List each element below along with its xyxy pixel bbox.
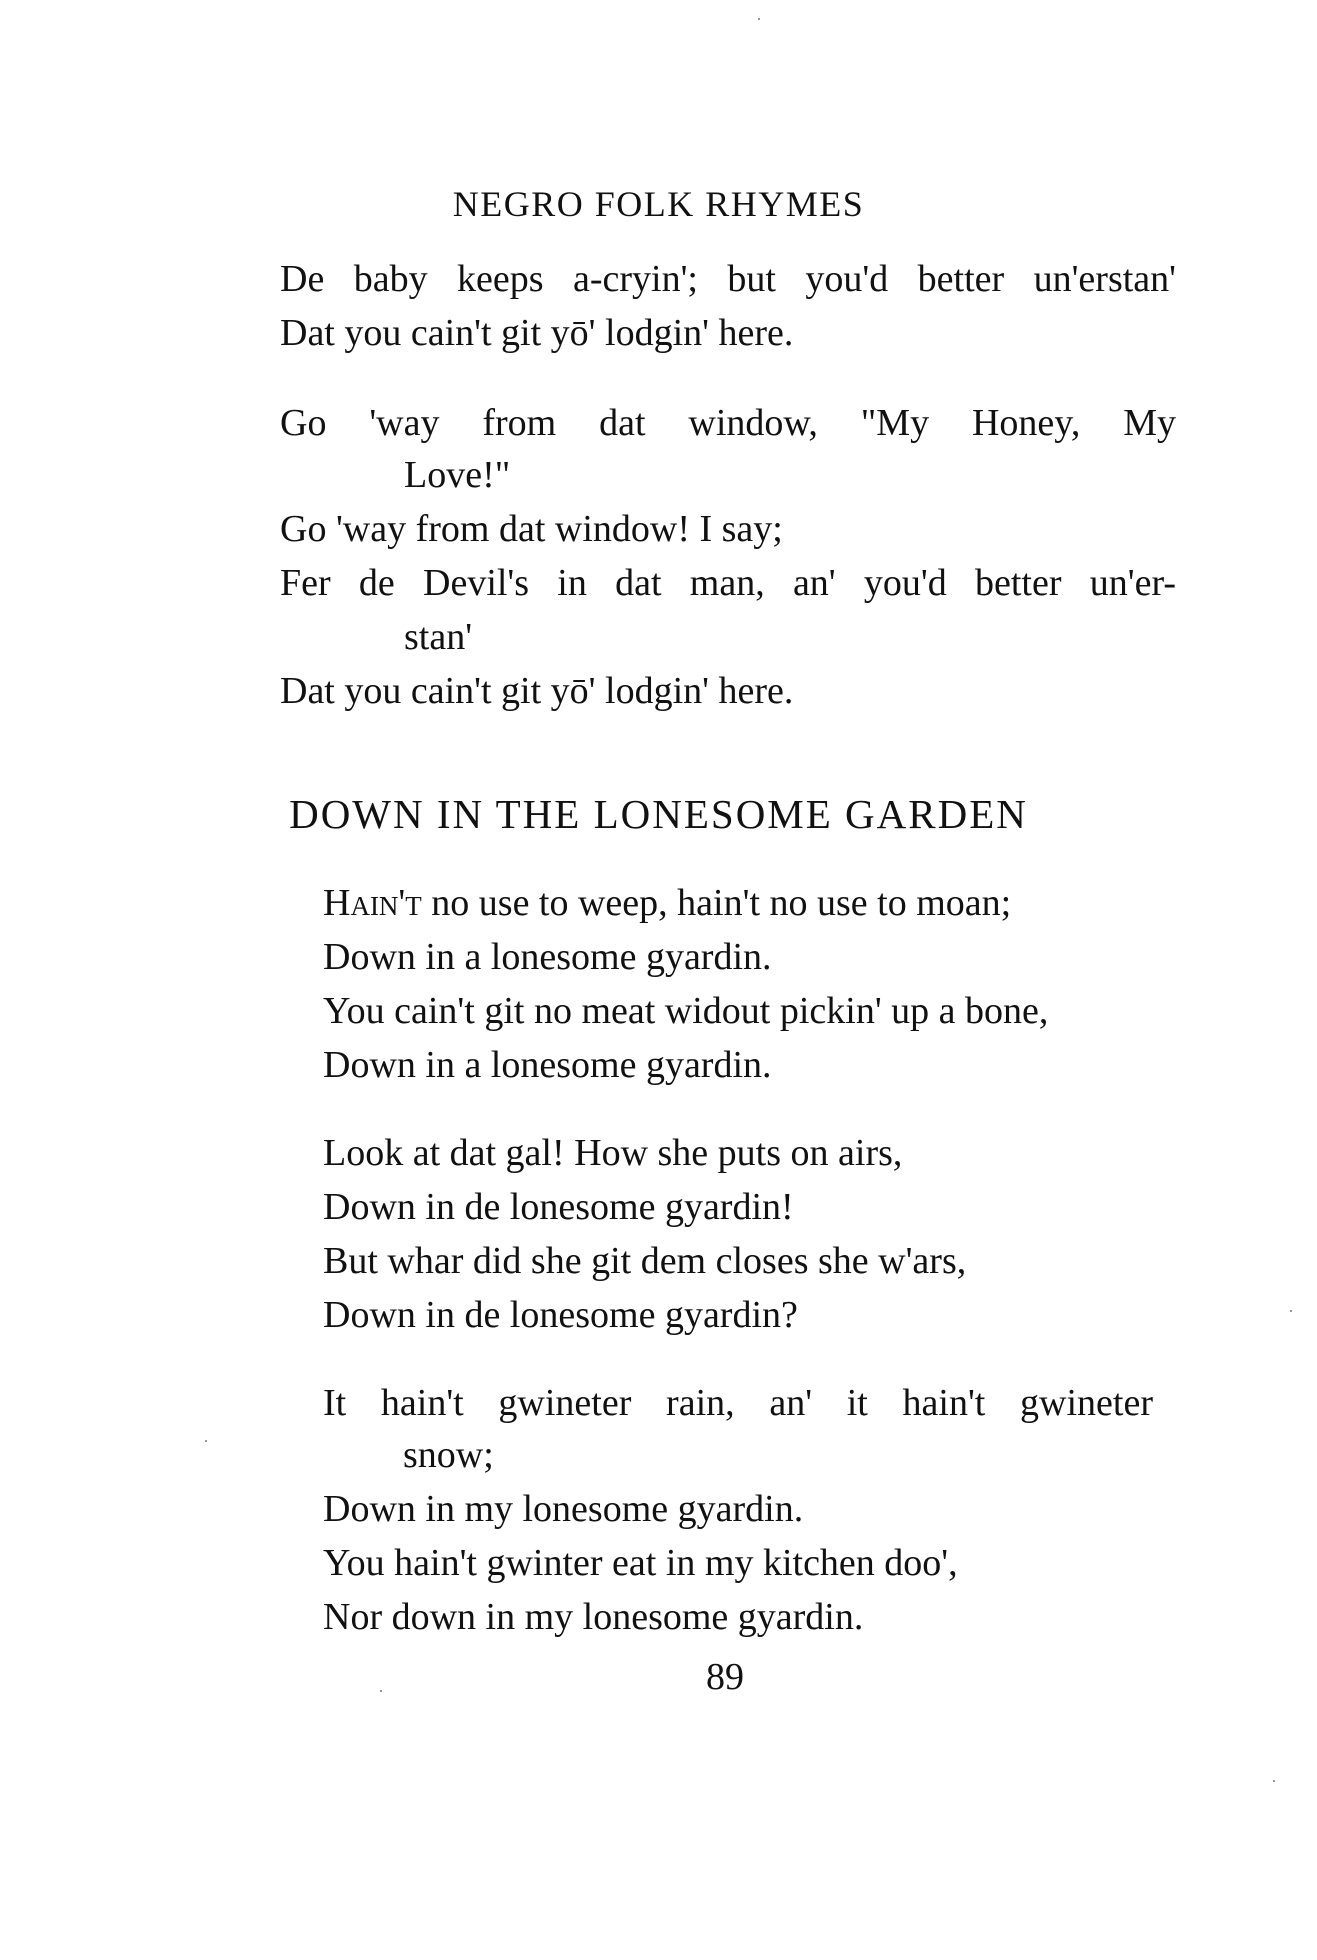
opening-word: Hain't [323,882,422,924]
verse-line: Go 'way from dat window! I say; [280,508,783,550]
verse-line: Down in a lonesome gyardin. [323,936,772,978]
verse-line: Down in a lonesome gyardin. [323,1044,772,1086]
section-title: DOWN IN THE LONESOME GARDEN [289,791,1028,837]
verse-line: Down in my lonesome gyardin. [323,1488,804,1530]
opening-line-rest: no use to weep, hain't no use to moan; [421,882,1012,924]
scan-speck [205,1440,207,1442]
verse-line-continuation: stan' [404,616,473,658]
verse-line: De baby keeps a-cryin'; but you'd better un'erstan' [280,258,1176,300]
verse-line: But whar did she git dem closes she w'ars, [323,1240,967,1282]
verse-line: Dat you cain't git yō' lodgin' here. [280,670,794,712]
scan-speck [1290,1310,1292,1312]
scan-speck [380,1690,382,1692]
verse-line-opening [323,880,1011,926]
verse-line: Down in de lonesome gyardin! [323,1186,794,1228]
verse-line: Look at dat gal! How she puts on airs, [323,1132,903,1174]
page-number: 89 [706,1656,744,1698]
verse-line: You hain't gwinter eat in my kitchen doo', [323,1542,958,1584]
verse-line-continuation: snow; [403,1434,494,1476]
verse-line: It hain't gwineter rain, an' it hain't gwineter [323,1382,1153,1424]
scan-speck [758,18,760,20]
verse-line-continuation: Love!" [404,454,511,496]
verse-line: Nor down in my lonesome gyardin. [323,1596,864,1638]
verse-line: Down in de lonesome gyardin? [323,1294,798,1336]
scan-speck [1273,1780,1275,1782]
verse-line: Dat you cain't git yō' lodgin' here. [280,312,794,354]
verse-line: You cain't git no meat widout pickin' up a bone, [323,990,1049,1032]
verse-line: Go 'way from dat window, "My Honey, My [280,402,1176,444]
running-head: NEGRO FOLK RHYMES [452,184,865,224]
verse-line: Fer de Devil's in dat man, an' you'd better un'er- [280,562,1176,604]
